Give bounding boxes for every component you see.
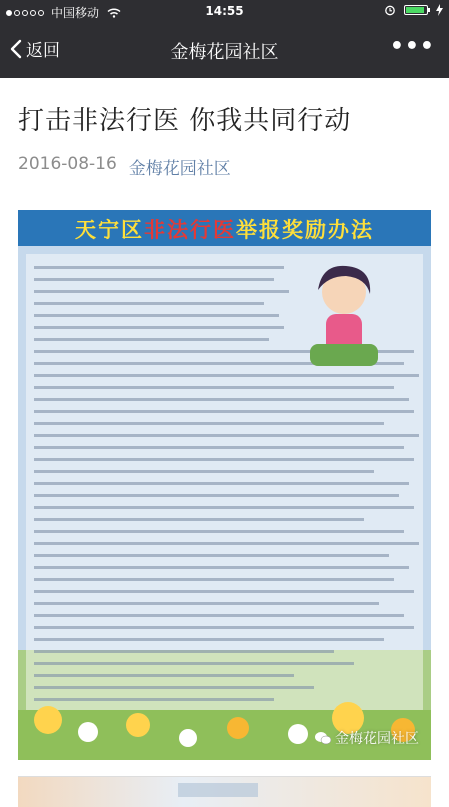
wechat-icon bbox=[315, 731, 331, 745]
poster-text-line bbox=[34, 566, 409, 569]
article-title: 打击非法行医 你我共同行动 bbox=[18, 106, 352, 136]
poster-text-line bbox=[34, 314, 279, 317]
poster-text-line bbox=[34, 590, 414, 593]
carrier-name: 中国移动 bbox=[51, 6, 100, 20]
next-poster-image[interactable] bbox=[18, 776, 431, 807]
alarm-icon bbox=[384, 4, 396, 16]
poster-text-line bbox=[34, 374, 419, 377]
poster-text-line bbox=[34, 290, 289, 293]
poster-text-line bbox=[34, 326, 284, 329]
poster-text-line bbox=[34, 302, 264, 305]
back-label: 返回 bbox=[26, 41, 60, 61]
poster-text-line bbox=[34, 530, 404, 533]
article-meta bbox=[18, 154, 231, 179]
woman-illustration bbox=[296, 260, 391, 370]
poster-text-line bbox=[34, 614, 404, 617]
poster-text-line bbox=[34, 602, 379, 605]
status-time: 14:55 bbox=[205, 4, 244, 18]
article-content bbox=[0, 78, 449, 800]
nav-title: 金梅花园社区 bbox=[170, 42, 279, 63]
poster-text-line bbox=[34, 518, 364, 521]
poster-text-line bbox=[34, 422, 384, 425]
poster-text-line bbox=[34, 386, 394, 389]
poster-text-line bbox=[34, 626, 414, 629]
publish-date: 2016-08-16 bbox=[18, 154, 117, 174]
next-image-strip bbox=[178, 783, 258, 797]
poster-title bbox=[18, 214, 431, 244]
poster-title-rest: 举报奖励办法 bbox=[236, 218, 374, 242]
battery-icon bbox=[404, 5, 428, 15]
account-link[interactable]: 金梅花园社区 bbox=[128, 159, 231, 179]
poster-text-line bbox=[34, 650, 334, 653]
poster-text-line bbox=[34, 470, 374, 473]
poster-title-district: 天宁区 bbox=[75, 218, 144, 242]
poster-image[interactable] bbox=[18, 210, 431, 760]
poster-text-line bbox=[34, 578, 394, 581]
poster-text-line bbox=[34, 266, 284, 269]
watermark-text: 金梅花园社区 bbox=[335, 731, 419, 747]
poster-text-line bbox=[34, 458, 414, 461]
nav-bar bbox=[0, 22, 449, 78]
poster-text-line bbox=[34, 506, 414, 509]
poster-text-line bbox=[34, 662, 354, 665]
poster-text-line bbox=[34, 542, 419, 545]
poster-text-line bbox=[34, 446, 404, 449]
poster-watermark bbox=[315, 728, 419, 748]
poster-text-line bbox=[34, 398, 409, 401]
poster-text-line bbox=[34, 482, 409, 485]
poster-title-highlight: 非法行医 bbox=[144, 218, 236, 242]
poster-text-line bbox=[34, 410, 414, 413]
poster-text-line bbox=[34, 434, 419, 437]
status-right bbox=[384, 4, 443, 16]
more-icon[interactable]: ••• bbox=[389, 34, 435, 59]
poster-text-line bbox=[34, 338, 269, 341]
poster-text-line bbox=[34, 554, 389, 557]
charging-icon bbox=[436, 4, 443, 16]
poster-text-line bbox=[34, 638, 384, 641]
status-bar bbox=[0, 0, 449, 22]
poster-text-line bbox=[34, 278, 274, 281]
poster-text-line bbox=[34, 494, 399, 497]
battery-fill bbox=[406, 7, 424, 13]
